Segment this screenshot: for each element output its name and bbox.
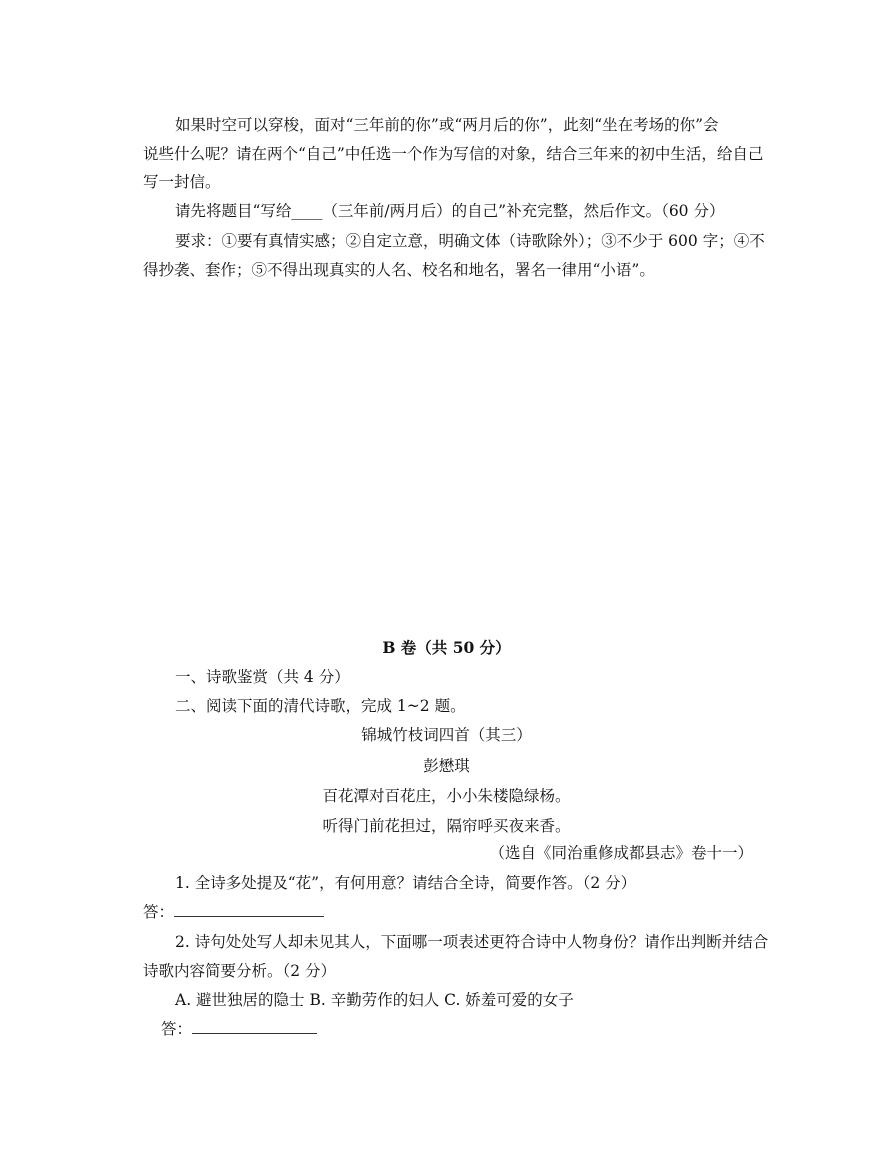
poem-author: 彭懋琪 <box>423 757 470 775</box>
answer-1-label: 答： <box>143 903 175 921</box>
answer-1-blank[interactable] <box>174 902 324 917</box>
essay-instruction: 请先将题目“写给____（三年前/两月后）的自己”补充完整，然后作文。（60 分） <box>175 202 725 220</box>
essay-prompt-line-1: 如果时空可以穿梭，面对“三年前的你”或“两月后的你”，此刻“坐在考场的你”会 <box>175 116 719 134</box>
section-b-title: B 卷（共 50 分） <box>382 638 511 657</box>
part-one-heading: 一、诗歌鉴赏（共 4 分） <box>175 668 350 686</box>
part-two-heading: 二、阅读下面的清代诗歌，完成 1~2 题。 <box>175 697 466 715</box>
poem-title: 锦城竹枝词四首（其三） <box>361 726 532 744</box>
essay-prompt-line-3: 写一封信。 <box>143 173 221 191</box>
question-2-line-2: 诗歌内容简要分析。（2 分） <box>143 962 337 980</box>
essay-requirements-line-2: 得抄袭、套作；⑤不得出现真实的人名、校名和地名，署名一律用“小语”。 <box>143 261 655 279</box>
answer-1-row <box>143 902 324 922</box>
poem-source: （选自《同治重修成都县志》卷十一） <box>489 844 753 862</box>
essay-requirements-line-1: 要求：①要有真情实感；②自定立意，明确文体（诗歌除外）；③不少于 600 字；④不 <box>175 232 765 250</box>
poem-line-1: 百花潭对百花庄，小小朱楼隐绿杨。 <box>322 787 571 805</box>
poem-line-2: 听得门前花担过，隔帘呼买夜来香。 <box>322 817 571 835</box>
question-2-line-1: 2. 诗句处处写人却未见其人，下面哪一项表述更符合诗中人物身份？请作出判断并结合 <box>175 933 769 951</box>
essay-prompt-line-2: 说些什么呢？请在两个“自己”中任选一个作为写信的对象，结合三年来的初中生活，给自己 <box>143 145 764 163</box>
answer-2-label: 答： <box>161 1020 193 1038</box>
question-1: 1. 全诗多处提及“花”，有何用意？请结合全诗，简要作答。（2 分） <box>175 874 637 892</box>
answer-2-blank[interactable] <box>192 1019 317 1034</box>
answer-2-row <box>161 1019 317 1039</box>
question-2-options: A. 避世独居的隐士 B. 辛勤劳作的妇人 C. 娇羞可爱的女子 <box>175 991 574 1009</box>
